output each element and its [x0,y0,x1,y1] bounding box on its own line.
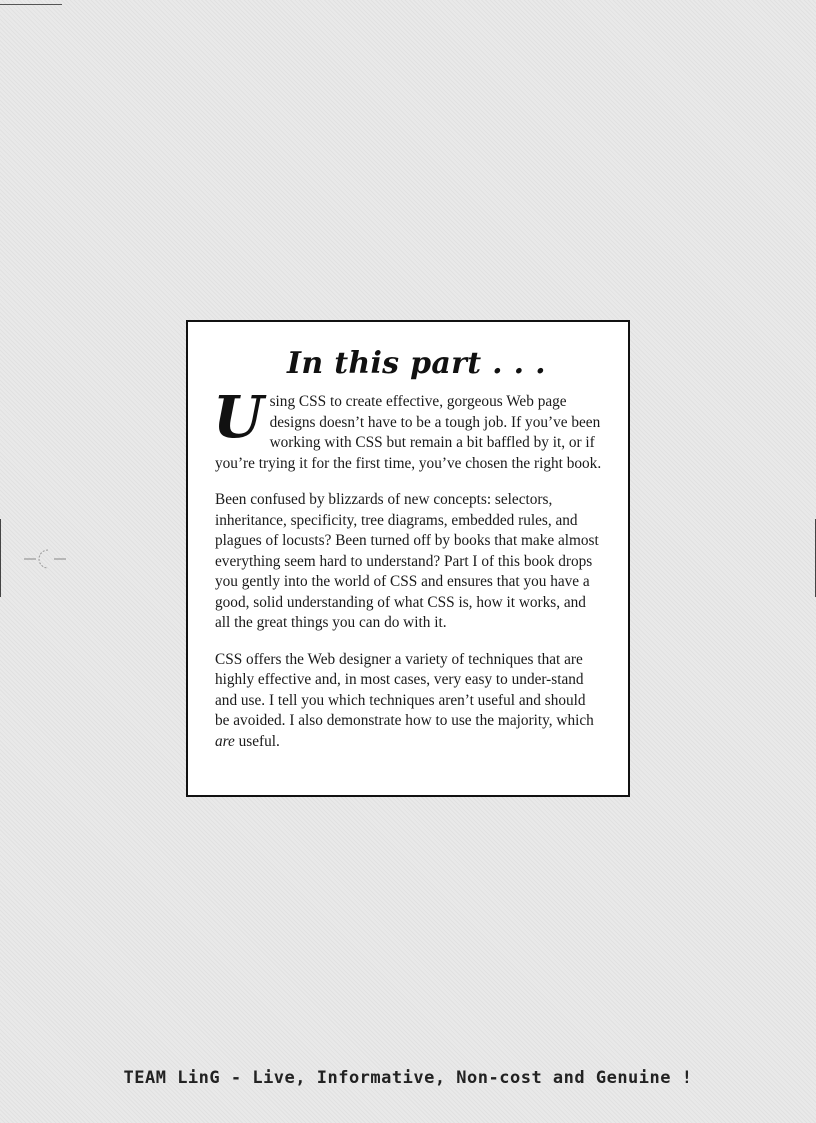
footer-watermark-text: TEAM LinG - Live, Informative, Non-cost and Genuine ! [123,1068,693,1088]
registration-mark-icon [22,546,68,572]
left-margin-rule [0,519,1,597]
intro-paragraph-3-end: useful. [234,732,280,750]
crop-mark [0,4,62,5]
part-intro-box [186,320,630,797]
intro-paragraph-1 [213,383,603,474]
part-heading: In this part . . . [287,346,546,381]
intro-paragraph-2: Been confused by blizzards of new concepts: selectors, inheritance, specificity, tree diagrams, embedded rules, and plagues of locusts? Been turned off by books that make almost everything seem hard to understand? Part I of this book drops you gently into the world of CSS and ensures that you have a good, solid understanding of what CSS is, how it works, and all the great things you can do with it. [215,491,599,631]
intro-paragraph-3-emphasis: are [215,732,235,750]
intro-paragraph-3-start: CSS offers the Web designer a variety of techniques that are highly effective and, in most cases, very easy to under-stand and use. I tell you which techniques aren’t useful and should be avoided. I also demonstrate how to use the majority, which [215,650,594,729]
intro-paragraph-1-text: sing CSS to create effective, gorgeous Web page designs doesn’t have to be a tough job. If you’ve been working with CSS but remain a bit baffled by it, or if you’re trying it for the first time, you’ve chosen the right book. [215,393,602,472]
drop-cap: U [213,383,264,451]
intro-paragraph-3 [215,650,603,753]
